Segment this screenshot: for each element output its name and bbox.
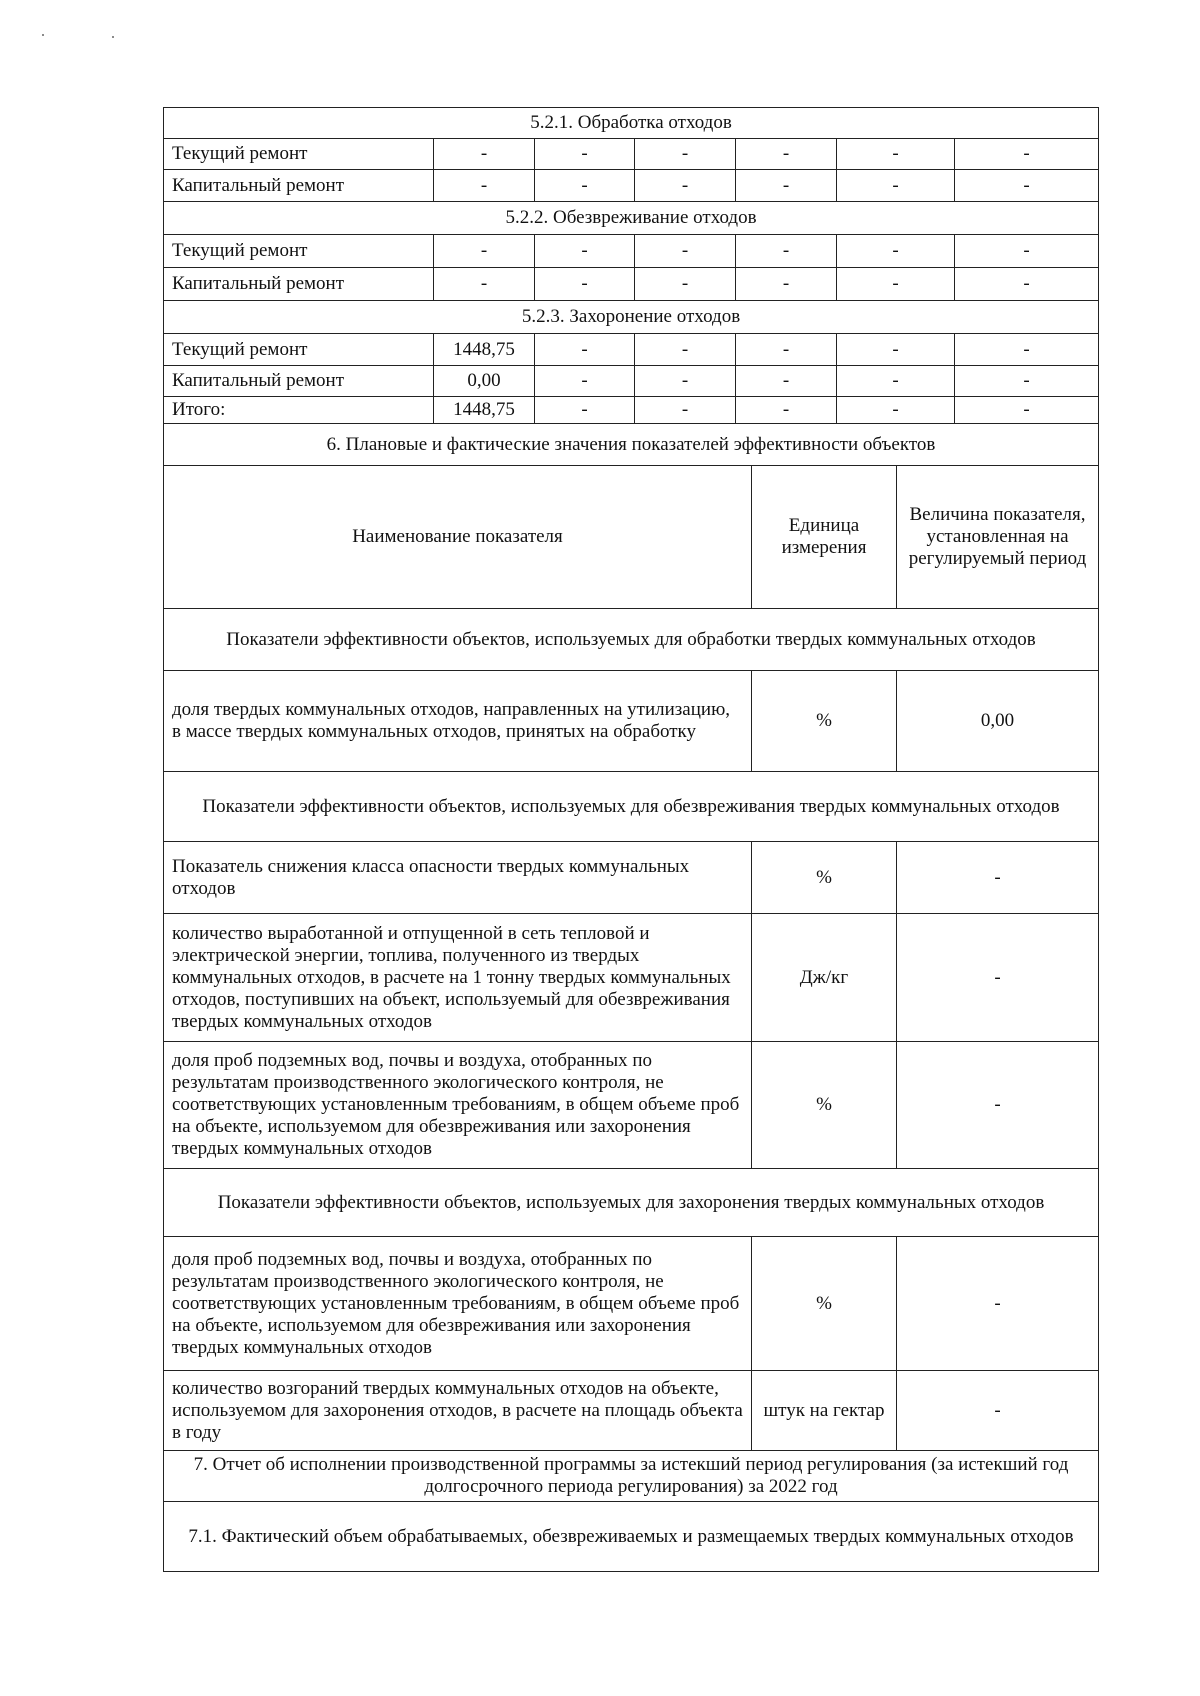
table-row xyxy=(164,366,1099,397)
cell: - xyxy=(837,139,955,170)
cell: - xyxy=(736,397,837,424)
table-row xyxy=(164,842,1099,914)
section-title: 7. Отчет об исполнении производственной программы за истекший период регулирования (за истекший год долгосрочного периода регулирования) за 2022 год xyxy=(164,1451,1099,1502)
table-row xyxy=(164,671,1099,772)
indicator-name: доля твердых коммунальных отходов, направленных на утилизацию, в массе твердых коммунальных отходов, принятых на обработку xyxy=(164,671,752,772)
cell: - xyxy=(736,139,837,170)
cell: - xyxy=(955,397,1099,424)
table-row xyxy=(164,1371,1099,1451)
table-row xyxy=(164,334,1099,366)
cell: - xyxy=(535,366,635,397)
column-header-unit: Единица измерения xyxy=(752,466,897,609)
cell: - xyxy=(736,334,837,366)
document-page xyxy=(163,107,1098,1572)
table-row xyxy=(164,170,1099,202)
row-label: Текущий ремонт xyxy=(164,334,434,366)
cell: - xyxy=(837,268,955,301)
cell: - xyxy=(736,170,837,202)
cell: - xyxy=(736,235,837,268)
column-header-value: Величина показателя, установленная на регулируемый период xyxy=(897,466,1099,609)
table-row xyxy=(164,235,1099,268)
indicators-table xyxy=(163,423,1099,1572)
row-label: Текущий ремонт xyxy=(164,235,434,268)
indicator-value: - xyxy=(897,914,1099,1042)
table-row xyxy=(164,1042,1099,1169)
row-label: Капитальный ремонт xyxy=(164,170,434,202)
indicator-name: доля проб подземных вод, почвы и воздуха, отобранных по результатам производственного экологического контроля, не соответствующих установленным требованиям, в общем объеме проб на объекте, используемом для обезвреживания или захоронения твердых коммунальных отходов xyxy=(164,1237,752,1371)
row-label: Капитальный ремонт xyxy=(164,366,434,397)
cell: - xyxy=(955,170,1099,202)
scan-speck xyxy=(112,36,114,38)
indicator-unit: Дж/кг xyxy=(752,914,897,1042)
cell: - xyxy=(837,366,955,397)
column-header-name: Наименование показателя xyxy=(164,466,752,609)
row-label: Капитальный ремонт xyxy=(164,268,434,301)
cell: - xyxy=(434,235,535,268)
indicator-value: - xyxy=(897,842,1099,914)
indicator-name: Показатель снижения класса опасности твердых коммунальных отходов xyxy=(164,842,752,914)
cell: - xyxy=(635,170,736,202)
cell: - xyxy=(535,170,635,202)
row-label: Текущий ремонт xyxy=(164,139,434,170)
indicator-value: - xyxy=(897,1371,1099,1451)
group-title: Показатели эффективности объектов, используемых для обезвреживания твердых коммунальных отходов xyxy=(164,772,1099,842)
cell: 0,00 xyxy=(434,366,535,397)
cell: - xyxy=(635,366,736,397)
cell: - xyxy=(635,235,736,268)
cell: - xyxy=(635,268,736,301)
cell: - xyxy=(837,334,955,366)
indicator-name: доля проб подземных вод, почвы и воздуха, отобранных по результатам производственного экологического контроля, не соответствующих установленным требованиям, в общем объеме проб на объекте, используемом для обезвреживания или захоронения твердых коммунальных отходов xyxy=(164,1042,752,1169)
cell: - xyxy=(955,139,1099,170)
scan-speck xyxy=(42,34,44,36)
indicator-value: - xyxy=(897,1042,1099,1169)
cell: - xyxy=(736,366,837,397)
cell: 1448,75 xyxy=(434,397,535,424)
indicator-unit: % xyxy=(752,1237,897,1371)
cell: - xyxy=(837,235,955,268)
total-label: Итого: xyxy=(164,397,434,424)
cell: - xyxy=(434,139,535,170)
indicator-unit: штук на гектар xyxy=(752,1371,897,1451)
cell: - xyxy=(635,397,736,424)
cell: - xyxy=(635,334,736,366)
indicator-unit: % xyxy=(752,842,897,914)
repairs-table xyxy=(163,107,1099,424)
cell: - xyxy=(955,366,1099,397)
section-title: 5.2.3. Захоронение отходов xyxy=(164,301,1099,334)
table-row xyxy=(164,139,1099,170)
cell: - xyxy=(535,397,635,424)
table-row xyxy=(164,914,1099,1042)
indicator-name: количество возгораний твердых коммунальных отходов на объекте, используемом для захоронения отходов, в расчете на площадь объекта в году xyxy=(164,1371,752,1451)
indicator-unit: % xyxy=(752,671,897,772)
cell: - xyxy=(434,170,535,202)
group-title: Показатели эффективности объектов, используемых для обработки твердых коммунальных отходов xyxy=(164,609,1099,671)
cell: - xyxy=(434,268,535,301)
indicator-name: количество выработанной и отпущенной в сеть тепловой и электрической энергии, топлива, полученного из твердых коммунальных отходов, в расчете на 1 тонну твердых коммунальных отходов, поступивших на объект, используемый для обезвреживания твердых коммунальных отходов xyxy=(164,914,752,1042)
table-row xyxy=(164,268,1099,301)
table-row xyxy=(164,1237,1099,1371)
cell: - xyxy=(535,268,635,301)
cell: - xyxy=(635,139,736,170)
indicator-unit: % xyxy=(752,1042,897,1169)
cell: - xyxy=(535,235,635,268)
section-title: 5.2.2. Обезвреживание отходов xyxy=(164,202,1099,235)
indicator-value: 0,00 xyxy=(897,671,1099,772)
table-row xyxy=(164,397,1099,424)
section-title: 6. Плановые и фактические значения показателей эффективности объектов xyxy=(164,424,1099,466)
cell: - xyxy=(736,268,837,301)
group-title: Показатели эффективности объектов, используемых для захоронения твердых коммунальных отходов xyxy=(164,1169,1099,1237)
section-subtitle: 7.1. Фактический объем обрабатываемых, обезвреживаемых и размещаемых твердых коммунальных отходов xyxy=(164,1502,1099,1572)
cell: 1448,75 xyxy=(434,334,535,366)
cell: - xyxy=(837,397,955,424)
cell: - xyxy=(535,334,635,366)
indicator-value: - xyxy=(897,1237,1099,1371)
cell: - xyxy=(955,268,1099,301)
cell: - xyxy=(837,170,955,202)
cell: - xyxy=(955,235,1099,268)
section-title: 5.2.1. Обработка отходов xyxy=(164,108,1099,139)
cell: - xyxy=(955,334,1099,366)
cell: - xyxy=(535,139,635,170)
